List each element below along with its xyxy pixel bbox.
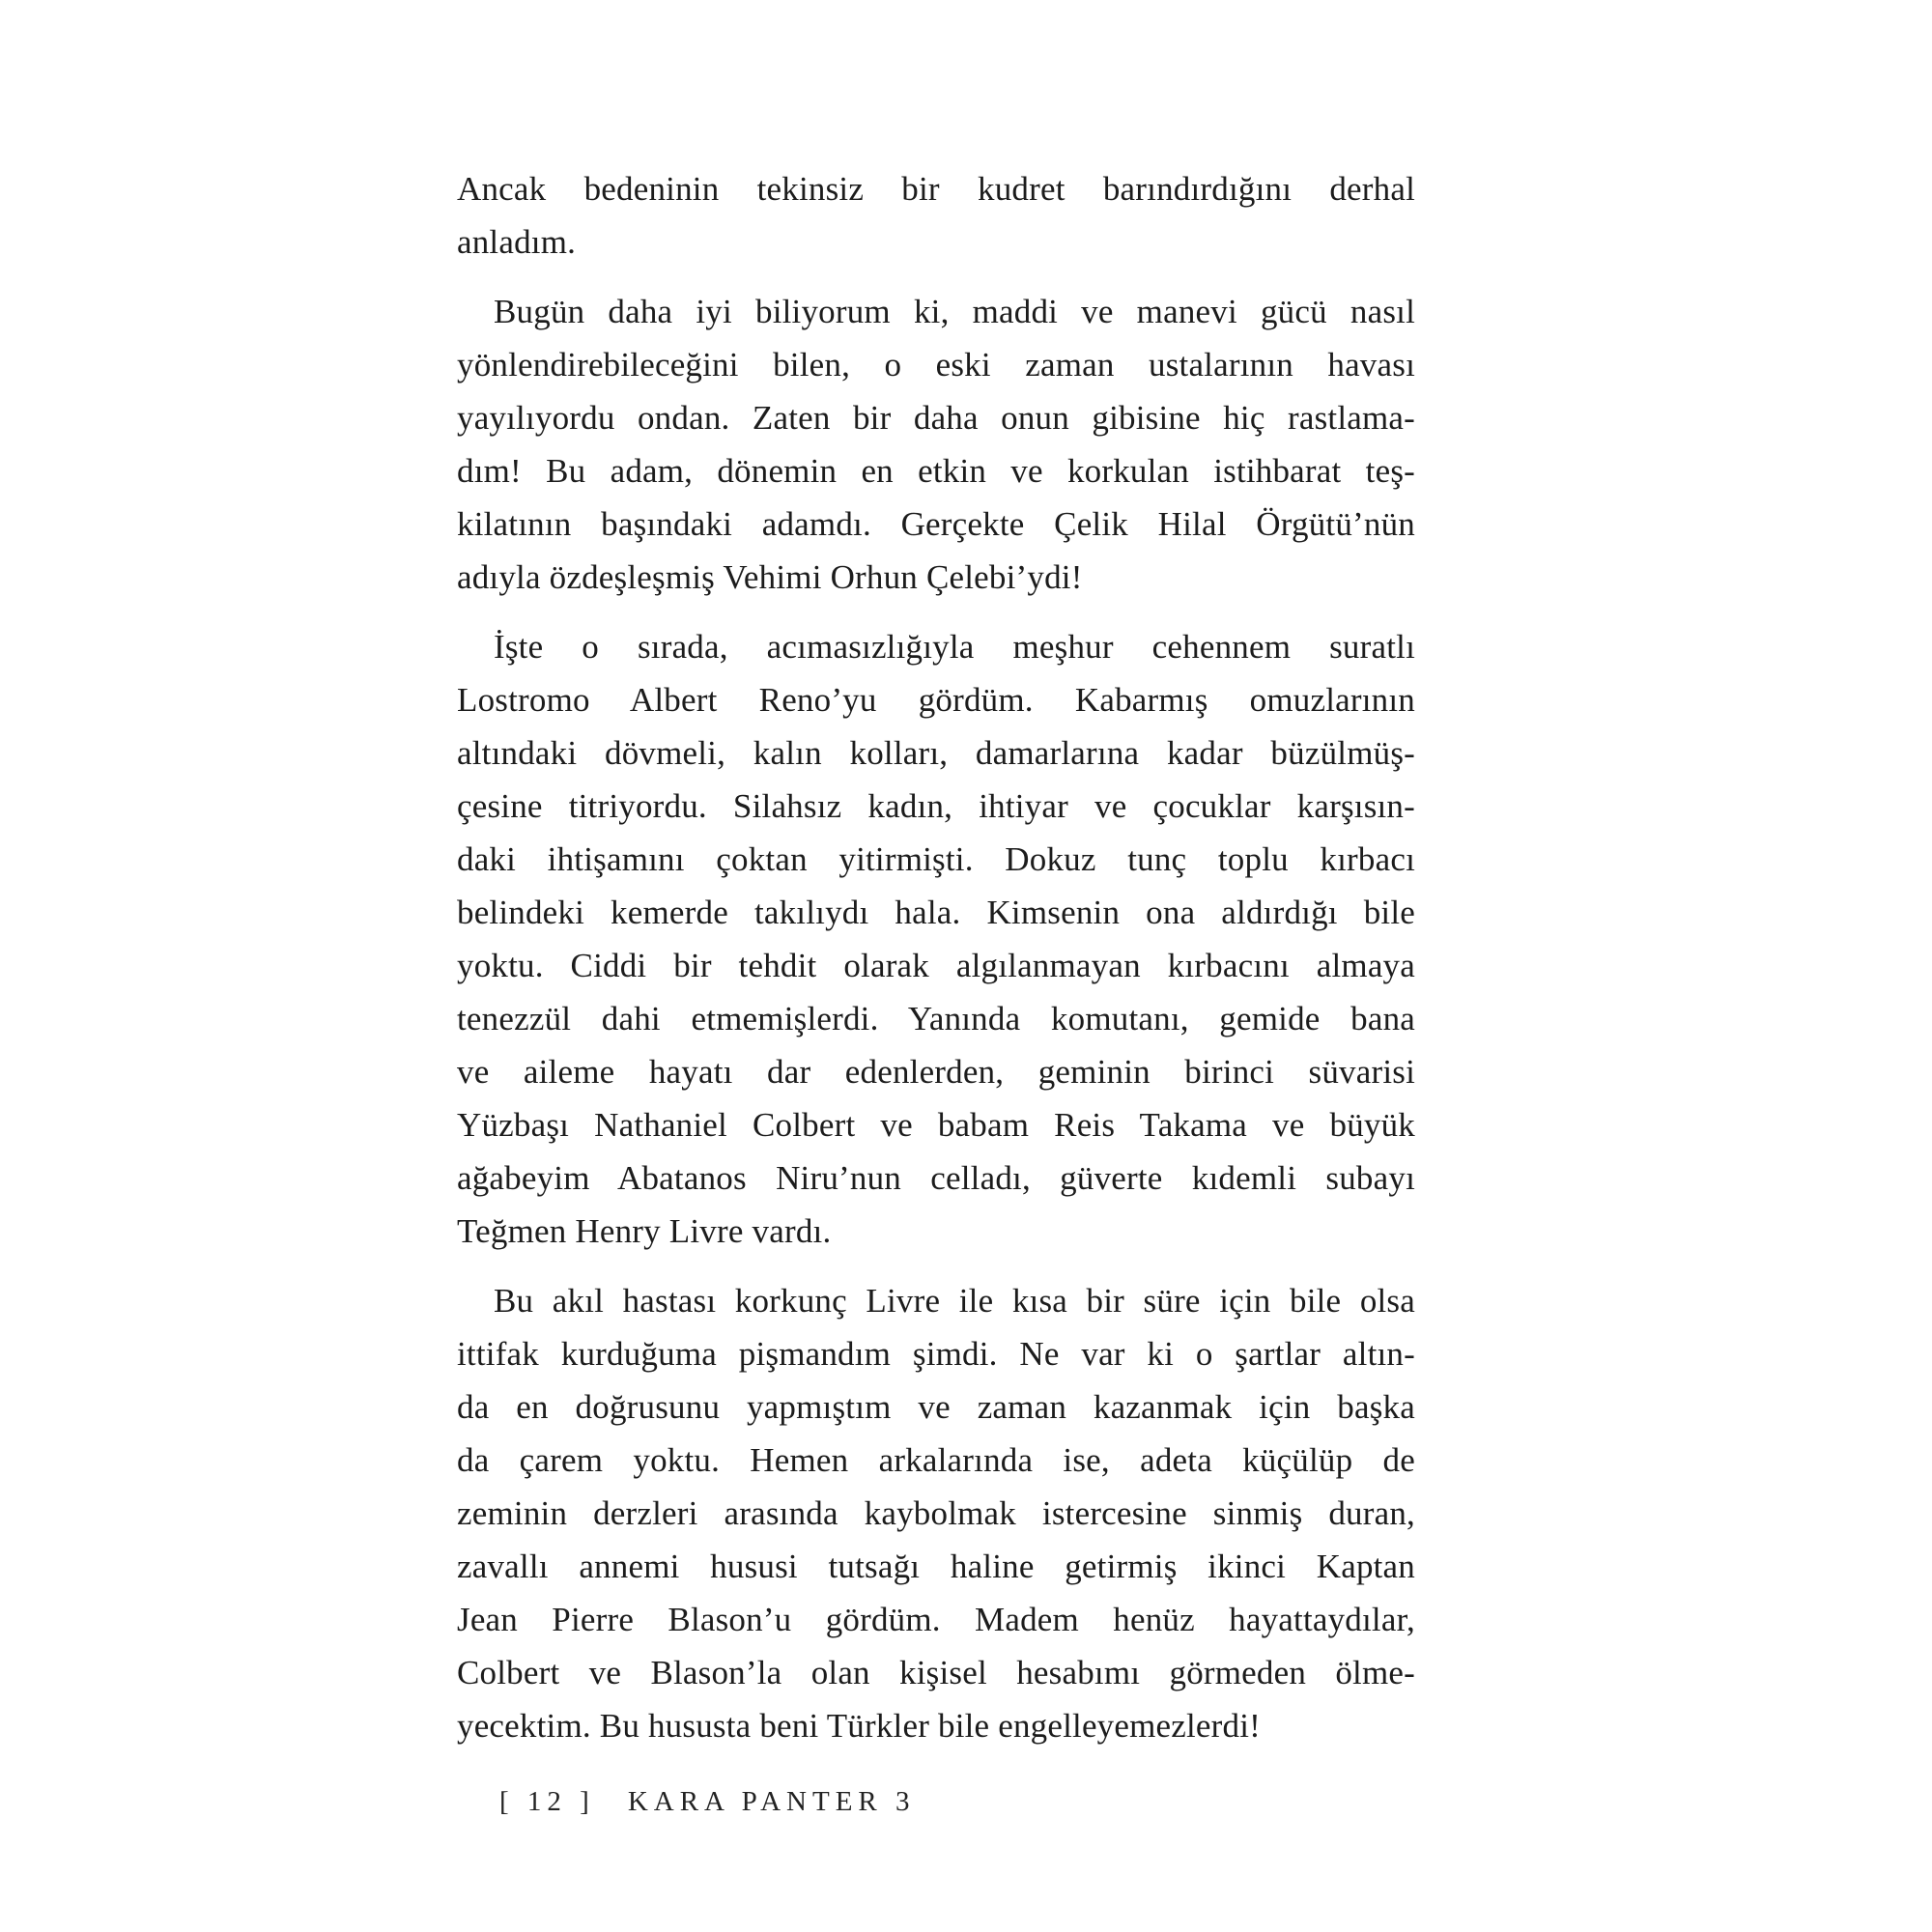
text-line: İşte o sırada, acımasızlığıyla meşhur cehennem suratlı [494, 628, 1415, 666]
text-line: tenezzül dahi etmemişlerdi. Yanında komutanı, gemide bana [457, 1000, 1415, 1037]
text-line: da çarem yoktu. Hemen arkalarında ise, adeta küçülüp de [457, 1441, 1415, 1479]
paragraph [457, 1274, 1415, 1752]
text-line: altındaki dövmeli, kalın kolları, damarlarına kadar büzülmüş- [457, 734, 1415, 772]
text-line: ve aileme hayatı dar edenlerden, geminin birinci süvarisi [457, 1053, 1415, 1091]
paragraph [457, 620, 1415, 1258]
book-title: KARA PANTER 3 [627, 1786, 916, 1817]
text-line: adıyla özdeşleşmiş Vehimi Orhun Çelebi’ydi! [457, 558, 1083, 596]
text-line: dım! Bu adam, dönemin en etkin ve korkulan istihbarat teş- [457, 452, 1415, 490]
text-line: zeminin derzleri arasında kaybolmak istercesine sinmiş duran, [457, 1494, 1415, 1532]
text-line: kilatının başındaki adamdı. Gerçekte Çelik Hilal Örgütü’nün [457, 505, 1415, 543]
text-line: ittifak kurduğuma pişmandım şimdi. Ne var ki o şartlar altın- [457, 1335, 1415, 1373]
text-line: Jean Pierre Blason’u gördüm. Madem henüz hayattaydılar, [457, 1601, 1415, 1638]
text-line: yoktu. Ciddi bir tehdit olarak algılanmayan kırbacını almaya [457, 947, 1415, 984]
body-text [457, 162, 1415, 1769]
text-line: Lostromo Albert Reno’yu gördüm. Kabarmış omuzlarının [457, 681, 1415, 719]
text-line: anladım. [457, 223, 577, 261]
paragraph [457, 285, 1415, 604]
text-line: Teğmen Henry Livre vardı. [457, 1212, 832, 1250]
text-line: zavallı annemi hususi tutsağı haline getirmiş ikinci Kaptan [457, 1548, 1415, 1585]
text-line: da en doğrusunu yapmıştım ve zaman kazanmak için başka [457, 1388, 1415, 1426]
paragraph [457, 162, 1415, 269]
page-number: [ 12 ] [499, 1786, 595, 1817]
text-line: daki ihtişamını çoktan yitirmişti. Dokuz tunç toplu kırbacı [457, 840, 1415, 878]
text-line: Yüzbaşı Nathaniel Colbert ve babam Reis Takama ve büyük [457, 1106, 1415, 1144]
text-line: ağabeyim Abatanos Niru’nun celladı, güverte kıdemli subayı [457, 1159, 1415, 1197]
text-line: belindeki kemerde takılıydı hala. Kimsenin ona aldırdığı bile [457, 894, 1415, 931]
text-line: yecektim. Bu hususta beni Türkler bile engelleyemezlerdi! [457, 1707, 1262, 1745]
text-line: Colbert ve Blason’la olan kişisel hesabımı görmeden ölme- [457, 1654, 1415, 1691]
page-footer [499, 1785, 916, 1818]
text-line: Bugün daha iyi biliyorum ki, maddi ve manevi gücü nasıl [494, 293, 1415, 330]
text-line: yönlendirebileceğini bilen, o eski zaman ustalarının havası [457, 346, 1415, 384]
text-line: Ancak bedeninin tekinsiz bir kudret barındırdığını derhal [457, 170, 1415, 208]
text-line: yayılıyordu ondan. Zaten bir daha onun gibisine hiç rastlama- [457, 399, 1415, 437]
text-line: çesine titriyordu. Silahsız kadın, ihtiyar ve çocuklar karşısın- [457, 787, 1415, 825]
text-line: Bu akıl hastası korkunç Livre ile kısa bir süre için bile olsa [494, 1282, 1415, 1320]
